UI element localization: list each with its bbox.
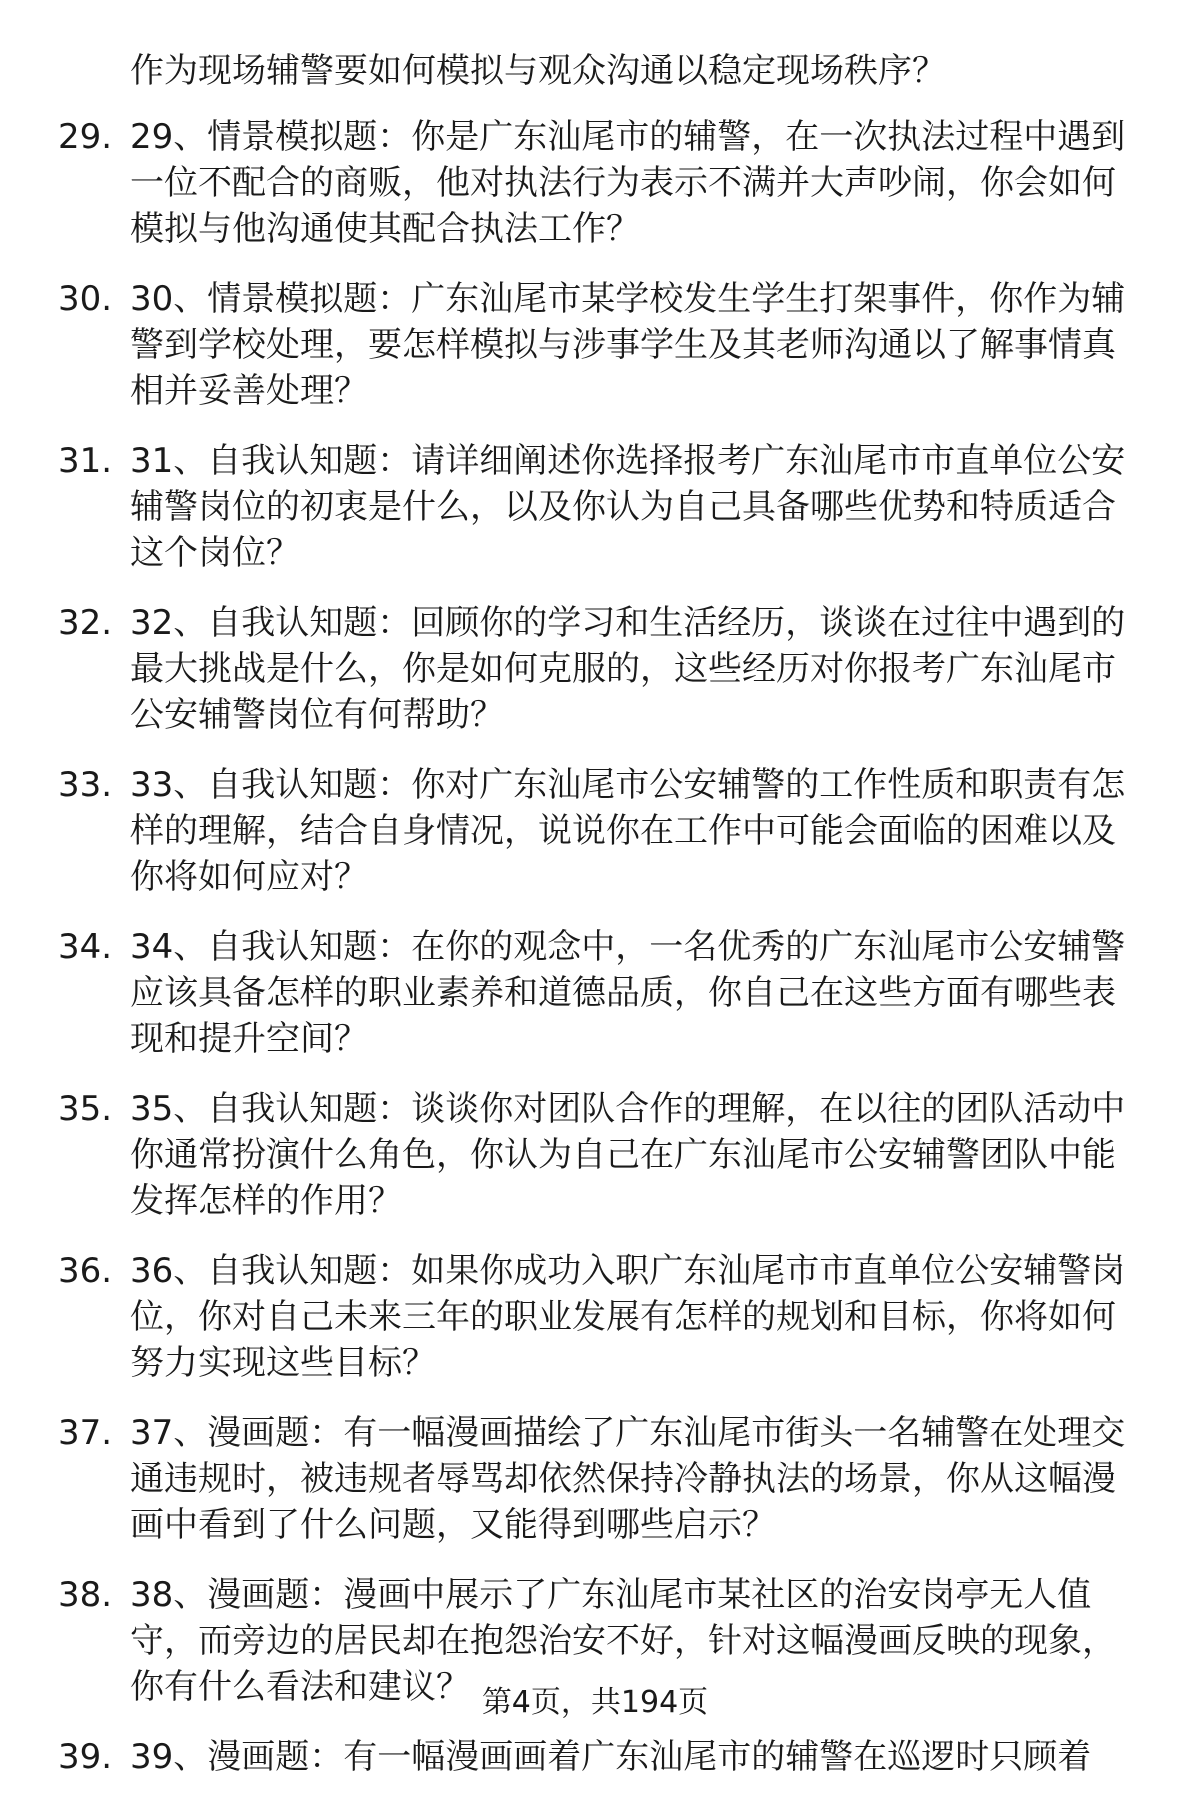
list-item [58, 1410, 1148, 1548]
item-text: 31、自我认知题：请详细阐述你选择报考广东汕尾市市直单位公安辅警岗位的初衷是什么，以及你认为自己具备哪些优势和特质适合这个岗位？ [130, 441, 1126, 573]
item-text: 29、情景模拟题：你是广东汕尾市的辅警，在一次执法过程中遇到一位不配合的商贩，他对执法行为表示不满并大声吵闹，你会如何模拟与他沟通使其配合执法工作？ [130, 117, 1126, 249]
item-number: 31. [58, 441, 113, 481]
page-footer: 第4页，共194页 [481, 1685, 709, 1720]
item-text: 36、自我认知题：如果你成功入职广东汕尾市市直单位公安辅警岗位，你对自己未来三年的职业发展有怎样的规划和目标，你将如何努力实现这些目标？ [130, 1251, 1126, 1383]
item-text: 38、漫画题：漫画中展示了广东汕尾市某社区的治安岗亭无人值守，而旁边的居民却在抱怨治安不好，针对这幅漫画反映的现象，你有什么看法和建议？ [130, 1575, 1116, 1707]
list-item [58, 924, 1148, 1062]
item-text: 33、自我认知题：你对广东汕尾市公安辅警的工作性质和职责有怎样的理解，结合自身情况，说说你在工作中可能会面临的困难以及你将如何应对？ [130, 765, 1126, 897]
list-item [58, 1248, 1148, 1386]
item-number: 37. [58, 1413, 113, 1453]
item-number: 30. [58, 279, 113, 319]
list-item [58, 600, 1148, 738]
item-text: 32、自我认知题：回顾你的学习和生活经历，谈谈在过往中遇到的最大挑战是什么，你是如何克服的，这些经历对你报考广东汕尾市公安辅警岗位有何帮助？ [130, 603, 1126, 735]
item-number: 32. [58, 603, 113, 643]
item-text: 37、漫画题：有一幅漫画描绘了广东汕尾市街头一名辅警在处理交通违规时，被违规者辱骂却依然保持冷静执法的场景，你从这幅漫画中看到了什么问题，又能得到哪些启示？ [130, 1413, 1126, 1545]
item-number: 38. [58, 1575, 113, 1615]
item-number: 39. [58, 1737, 113, 1777]
list-item [58, 1734, 1148, 1780]
item-text: 30、情景模拟题：广东汕尾市某学校发生学生打架事件，你作为辅警到学校处理，要怎样模拟与涉事学生及其老师沟通以了解事情真相并妥善处理？ [130, 279, 1126, 411]
item-number: 34. [58, 927, 113, 967]
list-item [58, 1086, 1148, 1224]
item-text: 35、自我认知题：谈谈你对团队合作的理解，在以往的团队活动中你通常扮演什么角色，你认为自己在广东汕尾市公安辅警团队中能发挥怎样的作用？ [130, 1089, 1126, 1221]
continuation-text: 作为现场辅警要如何模拟与观众沟通以稳定现场秩序？ [130, 51, 946, 91]
item-text: 39、漫画题：有一幅漫画画着广东汕尾市的辅警在巡逻时只顾着 [130, 1737, 1092, 1777]
question-list [58, 48, 1148, 1804]
item-number: 35. [58, 1089, 113, 1129]
item-text: 34、自我认知题：在你的观念中，一名优秀的广东汕尾市公安辅警应该具备怎样的职业素养和道德品质，你自己在这些方面有哪些表现和提升空间？ [130, 927, 1126, 1059]
list-item [58, 438, 1148, 576]
list-item [58, 762, 1148, 900]
item-number: 36. [58, 1251, 113, 1291]
list-item [58, 114, 1148, 252]
list-item [58, 276, 1148, 414]
item-number: 29. [58, 117, 113, 157]
item-number: 33. [58, 765, 113, 805]
